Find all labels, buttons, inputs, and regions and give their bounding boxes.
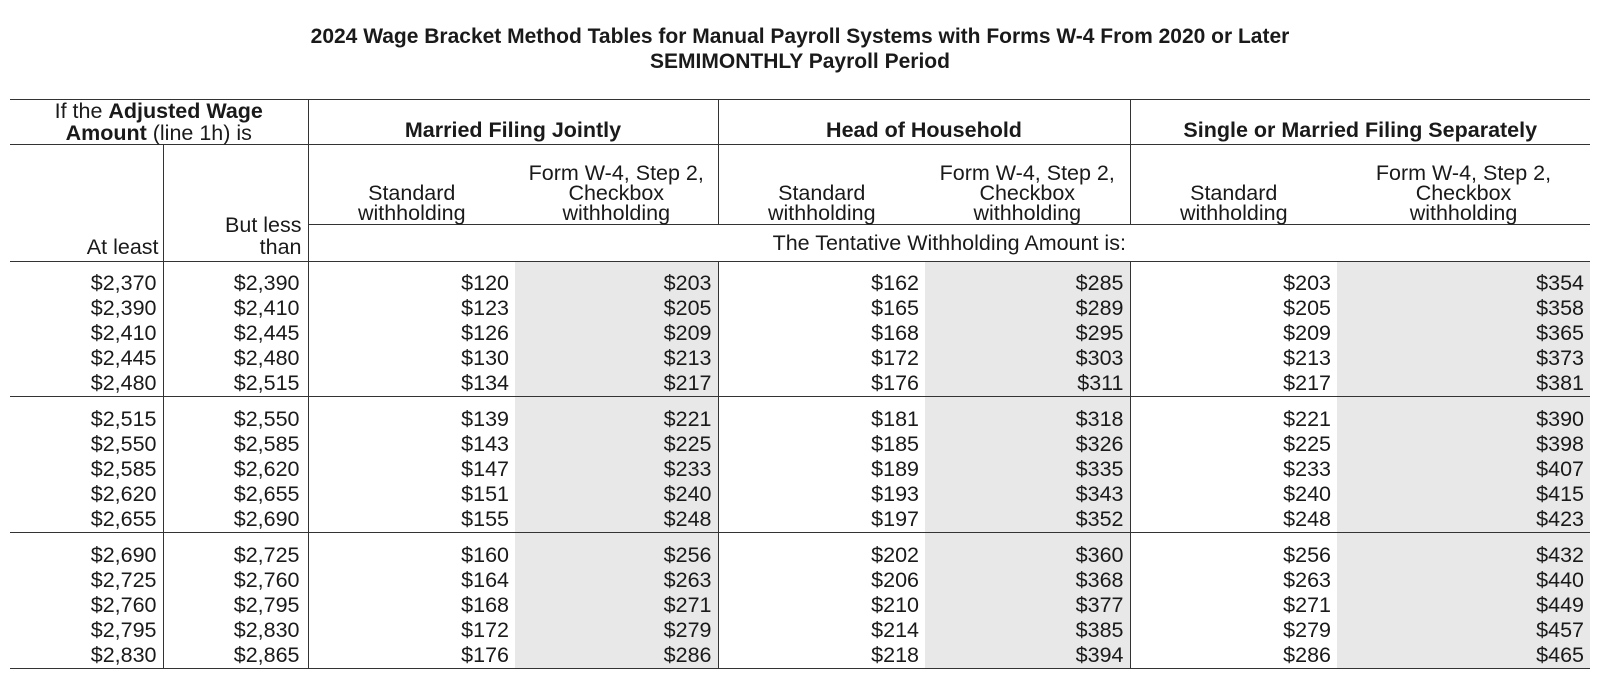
single-checkbox-cell: $423 [1337,507,1590,533]
single-standard-header: Standard withholding [1130,145,1337,225]
hoh-standard-cell: $168 [718,321,925,346]
single-checkbox-cell: $354 [1337,262,1590,297]
at-least-cell: $2,725 [90,568,157,592]
page-title [0,24,1600,74]
mfj-standard-header: Standard withholding [308,145,515,225]
mfj-standard-cell: $123 [308,296,515,321]
mfj-checkbox-cell: $256 [515,533,718,569]
hoh-standard-cell: $165 [718,296,925,321]
mfj-standard-cell: $151 [308,482,515,507]
mfj-checkbox-cell: $263 [515,568,718,593]
hoh-checkbox-cell: $377 [925,593,1130,618]
single-standard-cell: $263 [1130,568,1337,593]
hoh-checkbox-cell: $352 [925,507,1130,533]
single-checkbox-cell: $449 [1337,593,1590,618]
single-standard-cell: $225 [1130,432,1337,457]
single-checkbox-cell: $440 [1337,568,1590,593]
hoh-standard-cell: $206 [718,568,925,593]
tentative-amount-header: The Tentative Withholding Amount is: [308,225,1590,262]
table-row [10,568,1590,593]
hoh-standard-cell: $202 [718,533,925,569]
single-standard-cell: $279 [1130,618,1337,643]
at-least-cell: $2,390 [90,296,157,320]
single-checkbox-cell: $358 [1337,296,1590,321]
at-least-cell: $2,585 [90,457,157,481]
mfj-checkbox-cell: $217 [515,371,718,397]
at-least-cell: $2,445 [90,346,157,370]
mfj-standard-cell: $164 [308,568,515,593]
hoh-checkbox-cell: $335 [925,457,1130,482]
but-less-than-cell: $2,585 [163,432,308,457]
at-least-cell: $2,370 [90,271,157,295]
table-row [10,593,1590,618]
hoh-checkbox-cell: $368 [925,568,1130,593]
at-least-cell: $2,410 [90,321,157,345]
hoh-standard-cell: $176 [718,371,925,397]
but-less-than-cell: $2,390 [163,262,308,297]
hoh-standard-cell: $189 [718,457,925,482]
mfj-checkbox-header: Form W-4, Step 2, Checkbox withholding [515,145,718,225]
at-least-cell: $2,760 [90,593,157,617]
single-checkbox-cell: $457 [1337,618,1590,643]
but-less-than-cell: $2,830 [163,618,308,643]
group-head-of-household: Head of Household [718,100,1130,145]
hoh-standard-header: Standard withholding [718,145,925,225]
but-less-than-header: But less than [163,145,308,262]
but-less-than-cell: $2,760 [163,568,308,593]
single-checkbox-header: Form W-4, Step 2, Checkbox withholding [1337,145,1590,225]
table-row [10,262,1590,297]
table-row [10,643,1590,669]
mfj-standard-cell: $160 [308,533,515,569]
hoh-checkbox-cell: $385 [925,618,1130,643]
single-standard-cell: $213 [1130,346,1337,371]
mfj-checkbox-cell: $225 [515,432,718,457]
hoh-standard-cell: $172 [718,346,925,371]
single-standard-cell: $256 [1130,533,1337,569]
hoh-standard-cell: $162 [718,262,925,297]
mfj-checkbox-cell: $205 [515,296,718,321]
hoh-checkbox-cell: $289 [925,296,1130,321]
but-less-than-cell: $2,550 [163,397,308,433]
table-row [10,618,1590,643]
single-standard-cell: $209 [1130,321,1337,346]
single-standard-cell: $221 [1130,397,1337,433]
single-standard-cell: $286 [1130,643,1337,669]
mfj-standard-cell: $130 [308,346,515,371]
single-checkbox-cell: $415 [1337,482,1590,507]
mfj-checkbox-cell: $248 [515,507,718,533]
hoh-checkbox-header: Form W-4, Step 2, Checkbox withholding [925,145,1130,225]
at-least-cell: $2,655 [10,507,163,533]
wage-bracket-table [10,99,1590,669]
hoh-checkbox-cell: $343 [925,482,1130,507]
single-checkbox-cell: $398 [1337,432,1590,457]
mfj-checkbox-cell: $233 [515,457,718,482]
hoh-standard-cell: $185 [718,432,925,457]
mfj-standard-cell: $168 [308,593,515,618]
but-less-than-cell: $2,445 [163,321,308,346]
hoh-checkbox-cell: $318 [925,397,1130,433]
mfj-checkbox-cell: $271 [515,593,718,618]
adjusted-wage-header: If the Adjusted Wage Amount (line 1h) is [10,100,308,145]
mfj-standard-cell: $172 [308,618,515,643]
but-less-than-cell: $2,515 [163,371,308,397]
mfj-standard-cell: $155 [308,507,515,533]
group-married-filing-jointly: Married Filing Jointly [308,100,718,145]
mfj-standard-cell: $139 [308,397,515,433]
mfj-checkbox-cell: $286 [515,643,718,669]
hoh-standard-cell: $193 [718,482,925,507]
single-checkbox-cell: $407 [1337,457,1590,482]
hoh-checkbox-cell: $285 [925,262,1130,297]
single-standard-cell: $233 [1130,457,1337,482]
group-single: Single or Married Filing Separately [1130,100,1590,145]
table-row [10,482,1590,507]
hoh-checkbox-cell: $303 [925,346,1130,371]
single-standard-cell: $217 [1130,371,1337,397]
single-checkbox-cell: $432 [1337,533,1590,569]
mfj-standard-cell: $126 [308,321,515,346]
mfj-checkbox-cell: $279 [515,618,718,643]
mfj-standard-cell: $147 [308,457,515,482]
but-less-than-cell: $2,725 [163,533,308,569]
single-checkbox-cell: $381 [1337,371,1590,397]
table-row [10,432,1590,457]
at-least-cell: $2,515 [90,407,157,431]
single-standard-cell: $240 [1130,482,1337,507]
table-row [10,507,1590,533]
but-less-than-cell: $2,620 [163,457,308,482]
mfj-checkbox-cell: $240 [515,482,718,507]
at-least-cell: $2,830 [10,643,163,669]
at-least-cell: $2,795 [90,618,157,642]
hoh-checkbox-cell: $360 [925,533,1130,569]
hoh-standard-cell: $181 [718,397,925,433]
single-checkbox-cell: $465 [1337,643,1590,669]
single-standard-cell: $205 [1130,296,1337,321]
hoh-checkbox-cell: $311 [925,371,1130,397]
table-row [10,296,1590,321]
mfj-checkbox-cell: $213 [515,346,718,371]
at-least-header: At least [10,145,163,262]
title-line-1: 2024 Wage Bracket Method Tables for Manual Payroll Systems with Forms W-4 From 2020 or Later [310,25,1290,48]
at-least-cell: $2,550 [90,432,157,456]
hoh-standard-cell: $210 [718,593,925,618]
hoh-standard-cell: $218 [718,643,925,669]
hoh-checkbox-cell: $394 [925,643,1130,669]
table-row [10,346,1590,371]
title-line-2: SEMIMONTHLY Payroll Period [650,50,950,73]
mfj-checkbox-cell: $209 [515,321,718,346]
but-less-than-cell: $2,410 [163,296,308,321]
single-checkbox-cell: $373 [1337,346,1590,371]
table-row [10,397,1590,433]
table-row [10,533,1590,569]
single-standard-cell: $248 [1130,507,1337,533]
at-least-cell: $2,620 [90,482,157,506]
but-less-than-cell: $2,795 [163,593,308,618]
mfj-standard-cell: $143 [308,432,515,457]
mfj-standard-cell: $176 [308,643,515,669]
but-less-than-cell: $2,480 [163,346,308,371]
single-standard-cell: $271 [1130,593,1337,618]
single-checkbox-cell: $365 [1337,321,1590,346]
hoh-standard-cell: $214 [718,618,925,643]
mfj-checkbox-cell: $221 [515,397,718,433]
mfj-standard-cell: $134 [308,371,515,397]
single-standard-cell: $203 [1130,262,1337,297]
but-less-than-cell: $2,690 [163,507,308,533]
table-row [10,321,1590,346]
but-less-than-cell: $2,865 [163,643,308,669]
but-less-than-cell: $2,655 [163,482,308,507]
hoh-checkbox-cell: $326 [925,432,1130,457]
single-checkbox-cell: $390 [1337,397,1590,433]
mfj-checkbox-cell: $203 [515,262,718,297]
at-least-cell: $2,690 [90,543,157,567]
table-row [10,371,1590,397]
mfj-standard-cell: $120 [308,262,515,297]
table-row [10,457,1590,482]
hoh-checkbox-cell: $295 [925,321,1130,346]
at-least-cell: $2,480 [10,371,163,397]
hoh-standard-cell: $197 [718,507,925,533]
